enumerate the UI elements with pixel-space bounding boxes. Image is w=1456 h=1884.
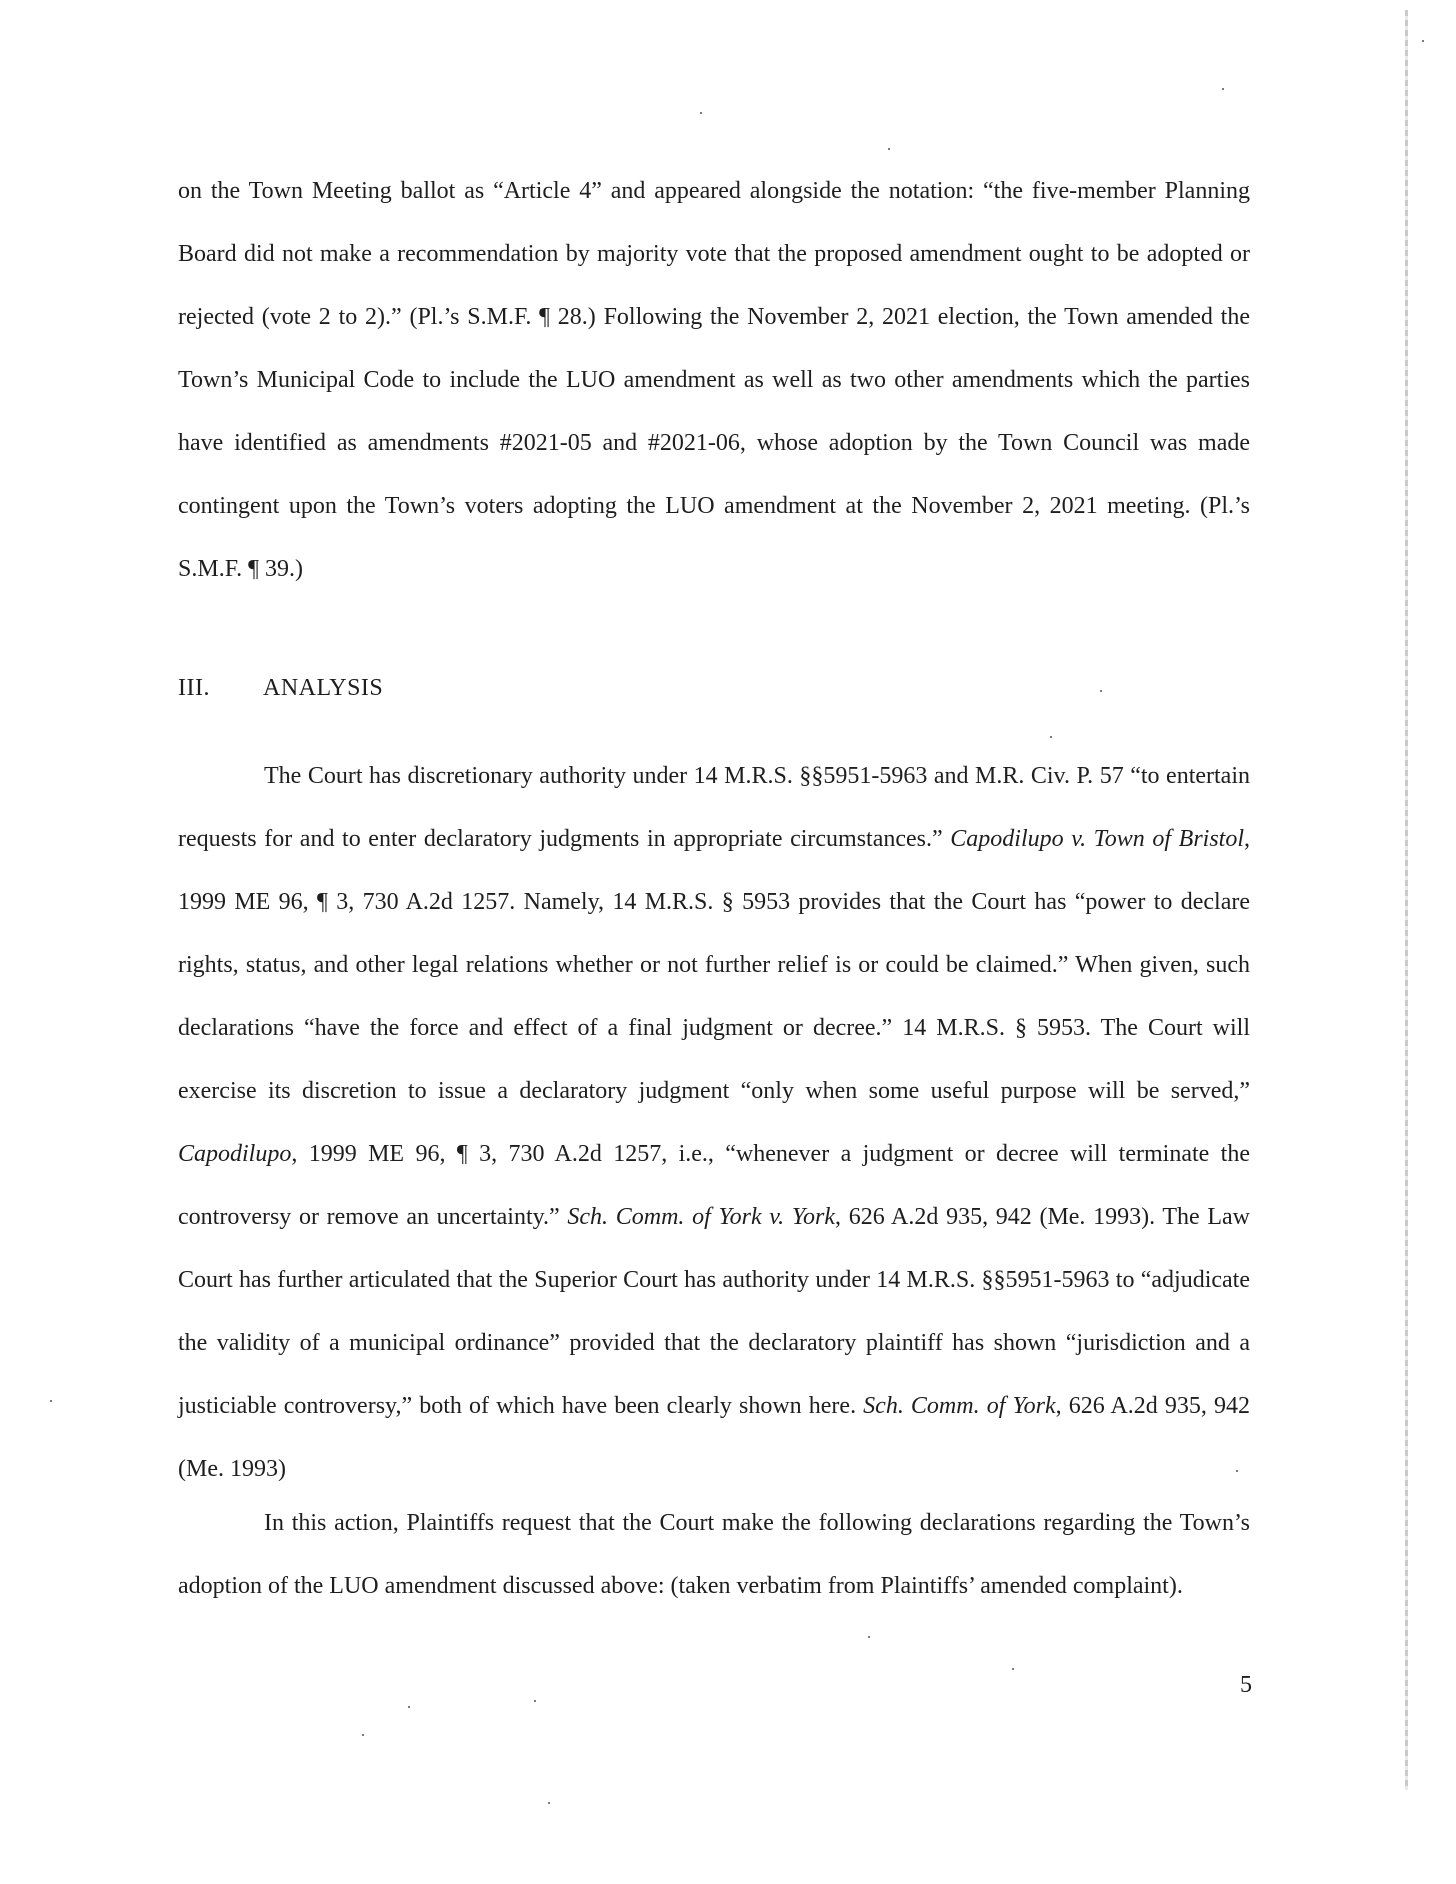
case-citation: Sch. Comm. of York v. York (567, 1204, 835, 1230)
analysis-text-2: , 1999 ME 96, ¶ 3, 730 A.2d 1257. Namely, 14 M.R.S. § 5953 provides that the Court has “power to declare rights, status, and other legal relations whether or not further relief is or could be claimed.” When given, such declarations “have the force and effect of a final judgment or decree.” 14 M.R.S. § 5953. The Court will exercise its discretion to issue a declaratory judgment “only when some useful purpose will be served,” (178, 826, 1250, 1104)
scan-speck (1222, 88, 1224, 90)
scan-edge-artifact (1405, 10, 1408, 1790)
section-heading (178, 668, 383, 708)
analysis-text-5: , 626 A.2d 935, 942 (Me. 1993) (178, 1393, 1250, 1482)
analysis-text-3: , 1999 ME 96, ¶ 3, 730 A.2d 1257, i.e., “whenever a judgment or decree will terminate the controversy or remove an uncertainty.” (178, 1141, 1250, 1230)
section-number: III. (178, 675, 210, 701)
paragraph-declarations (178, 1492, 1250, 1618)
scan-speck (534, 1700, 536, 1702)
paragraph-facts (178, 160, 1250, 601)
scan-speck (50, 1400, 52, 1402)
scan-speck (362, 1734, 364, 1736)
scan-speck (868, 1636, 870, 1638)
analysis-text-4: , 626 A.2d 935, 942 (Me. 1993). The Law Court has further articulated that the Superior Court has authority under 14 M.R.S. §§5951-5963 to “adjudicate the validity of a municipal ordinance” provided that the declaratory plaintiff has shown “jurisdiction and a justiciable controversy,” both of which have been clearly shown here. (178, 1204, 1251, 1419)
analysis-text-1: The Court has discretionary authority under 14 M.R.S. §§5951-5963 and M.R. Civ. P. 57 “to entertain requests for and to enter declaratory judgments in appropriate circumstances.” (178, 763, 1250, 852)
paragraph-analysis (178, 745, 1250, 1501)
case-citation: Capodilupo (178, 1141, 292, 1167)
paragraph-facts-text: on the Town Meeting ballot as “Article 4” and appeared alongside the notation: “the five-member Planning Board did not make a recommendation by majority vote that the proposed amendment ought to be adopted or rejected (vote 2 to 2).” (Pl.’s S.M.F. ¶ 28.) Following the November 2, 2021 election, the Town amended the Town’s Municipal Code to include the LUO amendment as well as two other amendments which the parties have identified as amendments #2021-05 and #2021-06, whose adoption by the Town Council was made contingent upon the Town’s voters adopting the LUO amendment at the November 2, 2021 meeting. (Pl.’s S.M.F. ¶ 39.) (178, 178, 1250, 582)
case-citation: Capodilupo v. Town of Bristol (950, 826, 1244, 852)
page-number: 5 (1240, 1672, 1252, 1698)
scan-speck (1050, 736, 1052, 738)
paragraph-declarations-text: In this action, Plaintiffs request that the Court make the following declarations regarding the Town’s adoption of the LUO amendment discussed above: (taken verbatim from Plaintiffs’ amended complaint). (178, 1510, 1250, 1599)
scan-speck (548, 1802, 550, 1804)
scan-speck (1012, 1668, 1014, 1670)
scan-speck (1422, 40, 1424, 42)
scan-speck (408, 1706, 410, 1708)
scan-speck (1236, 1470, 1238, 1472)
scan-speck (888, 148, 890, 150)
section-title: ANALYSIS (263, 675, 384, 701)
scan-speck (1100, 690, 1102, 692)
case-citation: Sch. Comm. of York (863, 1393, 1056, 1419)
scan-speck (700, 112, 702, 114)
